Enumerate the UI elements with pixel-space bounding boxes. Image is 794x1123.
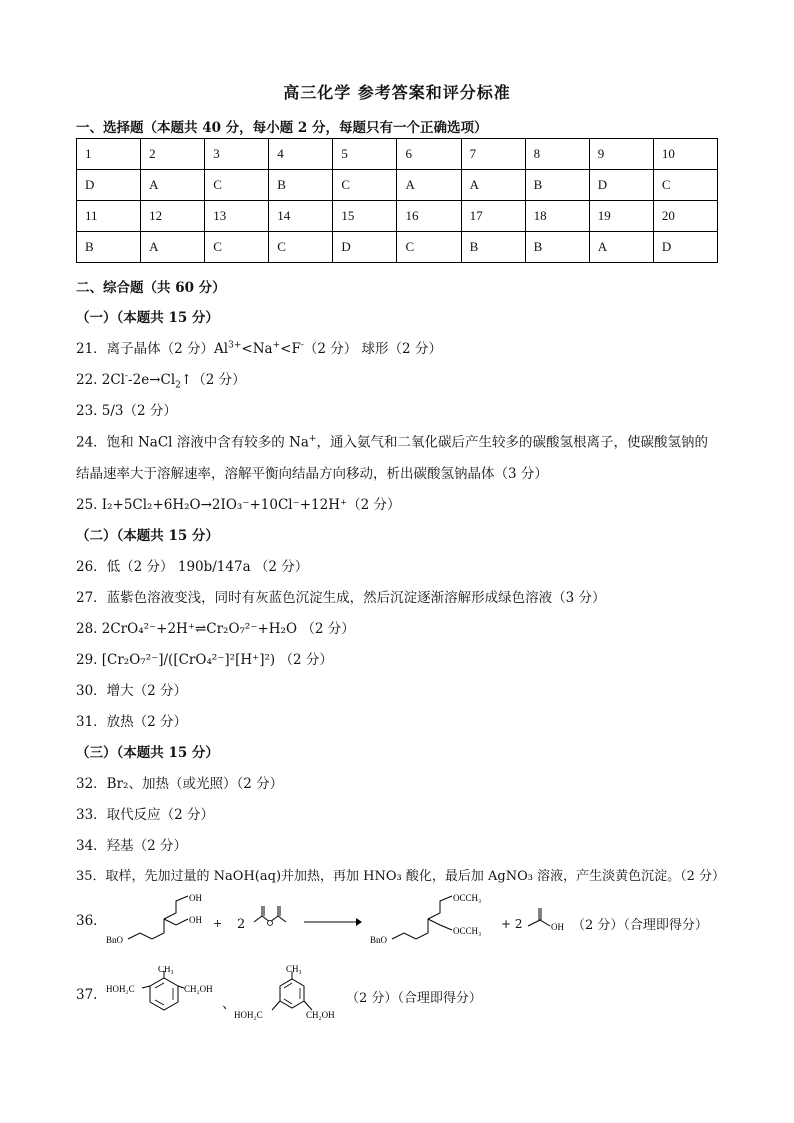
table-row xyxy=(77,232,718,263)
table-cell: D xyxy=(77,170,141,201)
ch2oh-label: CH₂OH xyxy=(184,984,213,994)
table-cell: 4 xyxy=(269,139,333,170)
table-cell: 17 xyxy=(461,201,525,232)
table-cell: B xyxy=(525,232,589,263)
table-cell: 12 xyxy=(141,201,205,232)
table-cell: D xyxy=(333,232,397,263)
table-cell: 6 xyxy=(397,139,461,170)
table-cell: D xyxy=(653,232,717,263)
hoh2c-label-2: HOH₂C xyxy=(234,1010,263,1020)
coefficient: 2 xyxy=(237,917,246,932)
table-cell: A xyxy=(589,232,653,263)
table-row xyxy=(77,170,718,201)
table-cell: 18 xyxy=(525,201,589,232)
table-cell: 8 xyxy=(525,139,589,170)
bno-label-product: BnO xyxy=(370,935,388,945)
part2-heading: （二）（本题共 15 分） xyxy=(76,528,219,544)
table-cell: 1 xyxy=(77,139,141,170)
part1-heading: （一）（本题共 15 分） xyxy=(76,310,219,326)
hoh2c-label: HOH₂C xyxy=(106,984,135,994)
oh-label-top: OH xyxy=(189,893,202,903)
table-cell: C xyxy=(333,170,397,201)
answer-29: 29. [Cr₂O₇²⁻]/([CrO₄²⁻]²[H⁺]²) （2 分） xyxy=(76,652,333,668)
answer-34: 34．羟基（2 分） xyxy=(76,838,188,854)
table-cell: D xyxy=(589,170,653,201)
answer-36-number: 36. xyxy=(76,913,98,929)
answer-33: 33．取代反应（2 分） xyxy=(76,807,215,823)
table-cell: 13 xyxy=(205,201,269,232)
reactant-diol-structure xyxy=(100,892,210,950)
part3-heading: （三）（本题共 15 分） xyxy=(76,745,219,761)
table-cell: C xyxy=(397,232,461,263)
table-row xyxy=(77,201,718,232)
answer-28: 28. 2CrO₄²⁻+2H⁺⇌Cr₂O₇²⁻+H₂O （2 分） xyxy=(76,621,355,637)
plus-two: + 2 xyxy=(501,917,523,931)
table-cell: A xyxy=(141,232,205,263)
answer-32: 32．Br₂、加热（或光照）（2 分） xyxy=(76,776,284,792)
table-cell: C xyxy=(653,170,717,201)
table-cell: 10 xyxy=(653,139,717,170)
table-cell: B xyxy=(525,170,589,201)
answer-22: 22. $2Cl^--2e\to Cl_2↑(2$ 分） xyxy=(76,371,246,391)
occh3-label-side: OCCH₃ xyxy=(453,926,482,936)
answer-26: 26．低（2 分） 190b/147a （2 分） xyxy=(76,559,309,575)
bno-label: BnO xyxy=(106,935,124,945)
answer-30: 30．增大（2 分） xyxy=(76,683,188,699)
section2-heading: 二、综合题（共 60 分） xyxy=(76,280,226,296)
table-cell: C xyxy=(205,232,269,263)
ch3-label-2: CH₃ xyxy=(286,964,302,974)
answer-25: 25. I₂+5Cl₂+6H₂O→2IO₃⁻+10Cl⁻+12H⁺（2 分） xyxy=(76,497,401,513)
isomer-1-structure xyxy=(100,966,220,1028)
table-cell: 5 xyxy=(333,139,397,170)
table-row xyxy=(77,139,718,170)
table-cell: A xyxy=(141,170,205,201)
answer-37-score: （2 分）（合理即得分） xyxy=(346,991,482,1006)
table-cell: 3 xyxy=(205,139,269,170)
answer-36-score: （2 分）（合理即得分） xyxy=(572,918,708,933)
reaction-arrow xyxy=(302,914,362,930)
plus-sign: + xyxy=(213,917,223,930)
table-cell: 2 xyxy=(141,139,205,170)
table-cell: 20 xyxy=(653,201,717,232)
product-diacetate-structure xyxy=(364,892,494,950)
answer-31: 31．放热（2 分） xyxy=(76,714,188,730)
answer-21: 21．离子晶体（2 分）$Al^{3+}<Na^+<F^-(2$ 分） 球形（2 分） xyxy=(76,340,442,357)
table-cell: 11 xyxy=(77,201,141,232)
table-cell: C xyxy=(269,232,333,263)
table-cell: 7 xyxy=(461,139,525,170)
table-cell: A xyxy=(461,170,525,201)
isomer-2-structure xyxy=(232,964,342,1030)
table-cell: B xyxy=(269,170,333,201)
table-cell: 15 xyxy=(333,201,397,232)
answer-24: 24．饱和 NaCl 溶液中含有较多的 Na+，通入氨气和二氧化碳后产生较多的碳酸氢根离子，使碳酸氢钠的结晶速率大于溶解速率，溶解平衡向结晶方向移动，析出碳酸氢钠晶体（3 分） xyxy=(76,434,708,482)
separator: 、 xyxy=(222,996,236,1012)
ch2oh-label-2: CH₂OH xyxy=(306,1010,335,1020)
acetic-acid-structure xyxy=(524,900,568,940)
oh-label-acid: OH xyxy=(551,922,564,932)
table-cell: A xyxy=(397,170,461,201)
answer-27: 27．蓝紫色溶液变浅，同时有灰蓝色沉淀生成，然后沉淀逐渐溶解形成绿色溶液（3 分） xyxy=(76,590,606,606)
table-cell: 19 xyxy=(589,201,653,232)
ch3-label: CH₃ xyxy=(158,966,174,974)
answer-23: 23. 5/3（2 分） xyxy=(76,403,177,419)
table-cell: 16 xyxy=(397,201,461,232)
occh3-label-top: OCCH₃ xyxy=(453,893,482,903)
table-cell: 9 xyxy=(589,139,653,170)
acetic-anhydride-structure xyxy=(250,900,300,940)
answer-table xyxy=(76,138,718,263)
answer-35: 35．取样，先加过量的 NaOH(aq)并加热，再加 HNO₃ 酸化，最后加 AgNO₃ 溶液，产生淡黄色沉淀。（2 分） xyxy=(76,869,725,884)
page-title: 高三化学 参考答案和评分标准 xyxy=(283,83,511,102)
section1-heading: 一、选择题（本题共 40 分，每小题 2 分，每题只有一个正确选项） xyxy=(76,120,488,136)
table-cell: 14 xyxy=(269,201,333,232)
table-cell: B xyxy=(77,232,141,263)
oh-label-side: OH xyxy=(189,915,202,925)
table-cell: B xyxy=(461,232,525,263)
answer-37-number: 37. xyxy=(76,987,98,1003)
table-cell: C xyxy=(205,170,269,201)
